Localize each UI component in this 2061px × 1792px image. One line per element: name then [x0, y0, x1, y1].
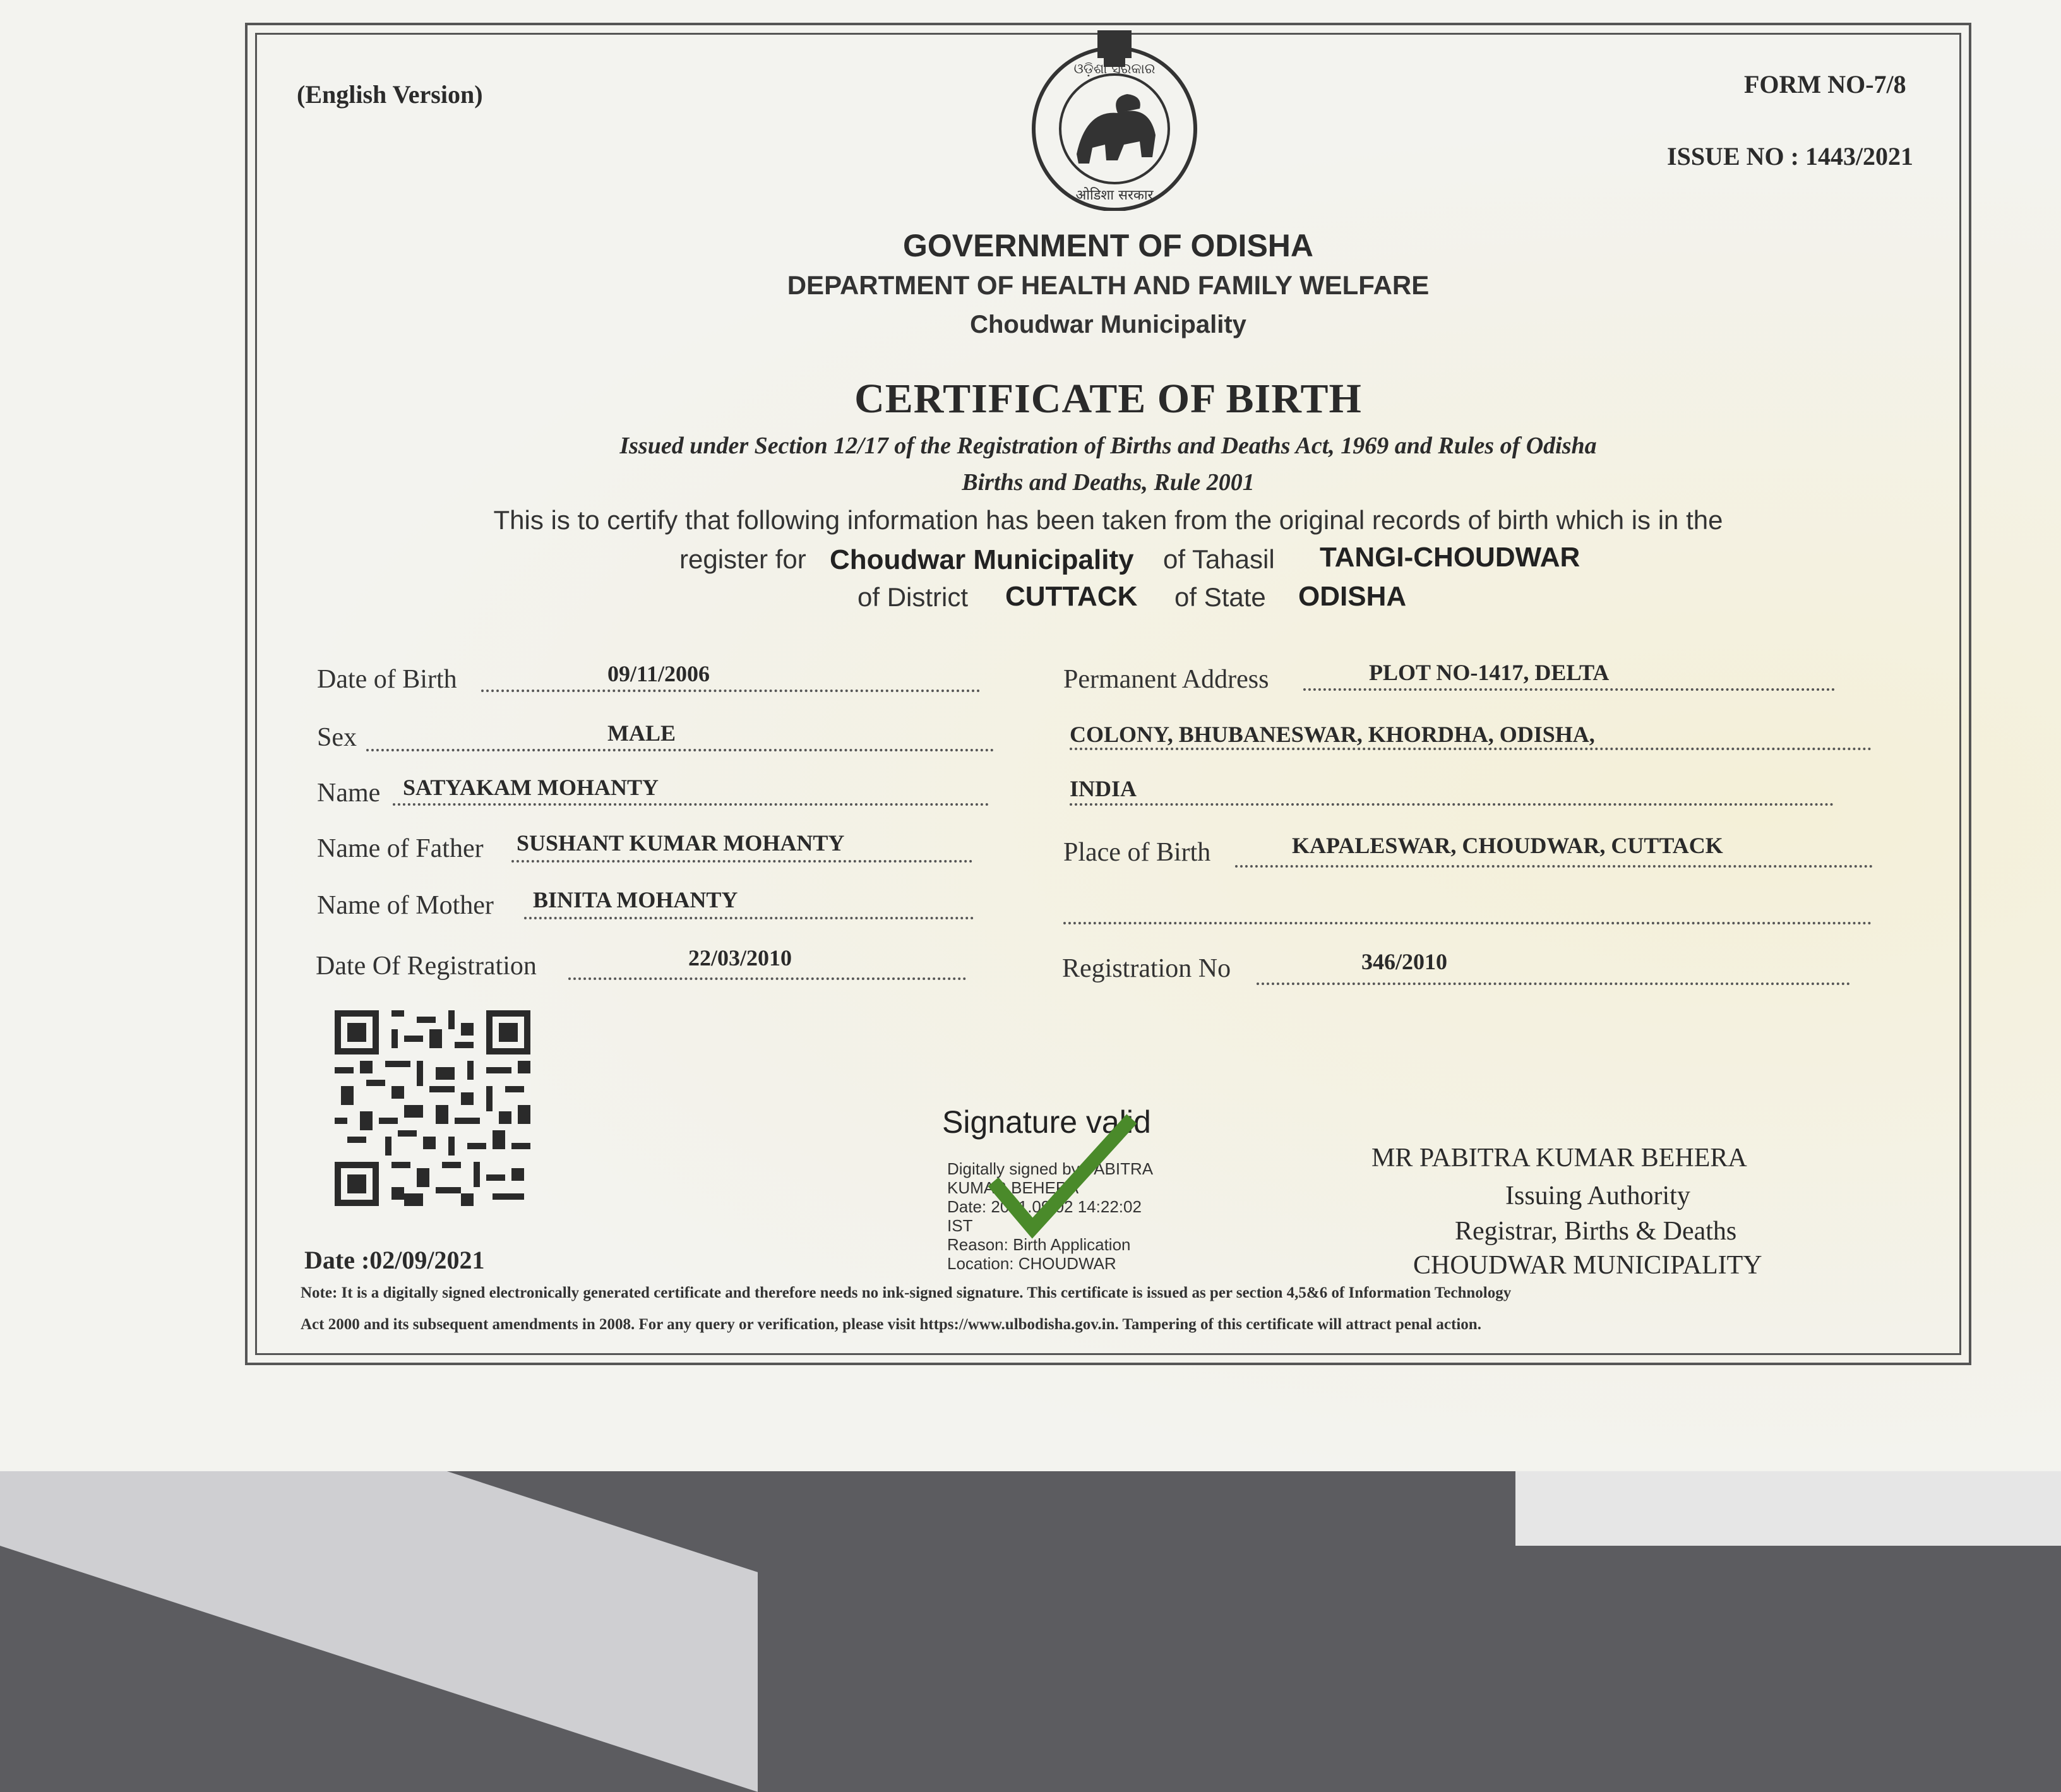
signature-line-1: Digitally signed by PABITRA — [947, 1159, 1154, 1178]
name-label: Name — [317, 779, 381, 808]
odisha-emblem-icon — [1023, 28, 1206, 211]
address-line-1: PLOT NO-1417, DELTA — [1369, 660, 1610, 685]
state-value: ODISHA — [1298, 581, 1407, 612]
place-of-birth-dotted-line — [1235, 865, 1873, 868]
qr-code[interactable] — [335, 1010, 530, 1206]
address-line-3: INDIA — [1070, 776, 1137, 801]
place-of-birth-value: KAPALESWAR, CHOUDWAR, CUTTACK — [1292, 833, 1723, 858]
form-number: FORM NO-7/8 — [1744, 70, 1906, 99]
dob-dotted-line — [481, 690, 980, 692]
signature-line-2: KUMAR BEHERA — [947, 1178, 1079, 1197]
authority-name: MR PABITRA KUMAR BEHERA — [1371, 1144, 1747, 1173]
of-state-label: of State — [1174, 582, 1266, 612]
certify-statement: This is to certify that following information has been taken from the original records of birth which is in the — [493, 505, 1723, 535]
signature-valid-check-icon — [985, 1111, 1137, 1250]
sex-dotted-line — [366, 749, 994, 751]
registration-date-value: 22/03/2010 — [688, 945, 792, 971]
of-district-label: of District — [857, 582, 969, 612]
signature-line-3: Date: 2021.09.02 14:22:02 — [947, 1197, 1142, 1216]
authority-role: Issuing Authority — [1505, 1181, 1690, 1210]
authority-registrar: Registrar, Births & Deaths — [1455, 1217, 1737, 1246]
issued-under-line2: Births and Deaths, Rule 2001 — [962, 469, 1255, 496]
sex-label: Sex — [317, 723, 357, 752]
register-for-value: Choudwar Municipality — [830, 544, 1134, 575]
emblem-bottom-text: ओडिशा सरकार — [1075, 188, 1154, 203]
address-dotted-line-2 — [1070, 748, 1872, 750]
address-dotted-line-1 — [1303, 688, 1835, 691]
signature-line-4: IST — [947, 1216, 973, 1235]
sex-value: MALE — [607, 720, 676, 746]
district-value: CUTTACK — [1005, 581, 1138, 612]
authority-office: CHOUDWAR MUNICIPALITY — [1413, 1251, 1762, 1280]
of-tahasil-label: of Tahasil — [1163, 544, 1275, 574]
address-dotted-line-3 — [1070, 803, 1834, 806]
issue-date: Date :02/09/2021 — [304, 1246, 485, 1274]
registration-number-dotted-line — [1257, 983, 1850, 985]
address-label: Permanent Address — [1063, 665, 1269, 694]
address-line-2: COLONY, BHUBANESWAR, KHORDHA, ODISHA, — [1070, 722, 1595, 747]
name-dotted-line — [393, 803, 989, 806]
signature-status: Signature valid — [942, 1104, 1151, 1140]
issue-number: ISSUE NO : 1443/2021 — [1667, 142, 1914, 170]
department-title: DEPARTMENT OF HEALTH AND FAMILY WELFARE — [787, 270, 1430, 300]
note-line-1: Note: It is a digitally signed electronically generated certificate and therefore needs no ink-signed signature. This certificate is issued as per section 4,5&6 of Information Technology — [301, 1284, 1512, 1301]
government-title: GOVERNMENT OF ODISHA — [902, 228, 1314, 263]
note-line-2: Act 2000 and its subsequent amendments in 2008. For any query or verification, please visit https://www.ulbodisha.gov.in. Tampering of this certificate will attract penal action. — [301, 1316, 1481, 1333]
tahasil-value: TANGI-CHOUDWAR — [1320, 542, 1580, 573]
signature-line-6: Location: CHOUDWAR — [947, 1254, 1116, 1273]
background-strip — [1515, 1471, 2061, 1546]
father-dotted-line — [511, 860, 972, 863]
mother-label: Name of Mother — [317, 891, 494, 920]
certificate-title: CERTIFICATE OF BIRTH — [854, 376, 1362, 422]
father-label: Name of Father — [317, 834, 484, 863]
father-value: SUSHANT KUMAR MOHANTY — [517, 830, 845, 856]
issued-under-line1: Issued under Section 12/17 of the Registration of Births and Deaths Act, 1969 and Rules of Odisha — [619, 433, 1597, 459]
dob-label: Date of Birth — [317, 665, 457, 694]
dob-value: 09/11/2006 — [607, 661, 710, 686]
register-for-label: register for — [679, 544, 806, 574]
signature-line-5: Reason: Birth Application — [947, 1235, 1131, 1254]
english-version-label: (English Version) — [297, 80, 483, 109]
registration-date-dotted-line — [568, 977, 966, 980]
registration-number-value: 346/2010 — [1361, 949, 1448, 974]
emblem-top-text: ଓଡ଼ିଶା ସରକାର — [1073, 61, 1156, 77]
mother-dotted-line — [524, 917, 974, 919]
registration-number-label: Registration No — [1062, 954, 1231, 983]
registration-date-label: Date Of Registration — [316, 952, 537, 981]
municipality-title: Choudwar Municipality — [970, 311, 1246, 338]
name-value: SATYAKAM MOHANTY — [403, 775, 659, 800]
place-of-birth-dotted-line-2 — [1063, 922, 1872, 924]
place-of-birth-label: Place of Birth — [1063, 838, 1211, 867]
mother-value: BINITA MOHANTY — [533, 887, 738, 912]
